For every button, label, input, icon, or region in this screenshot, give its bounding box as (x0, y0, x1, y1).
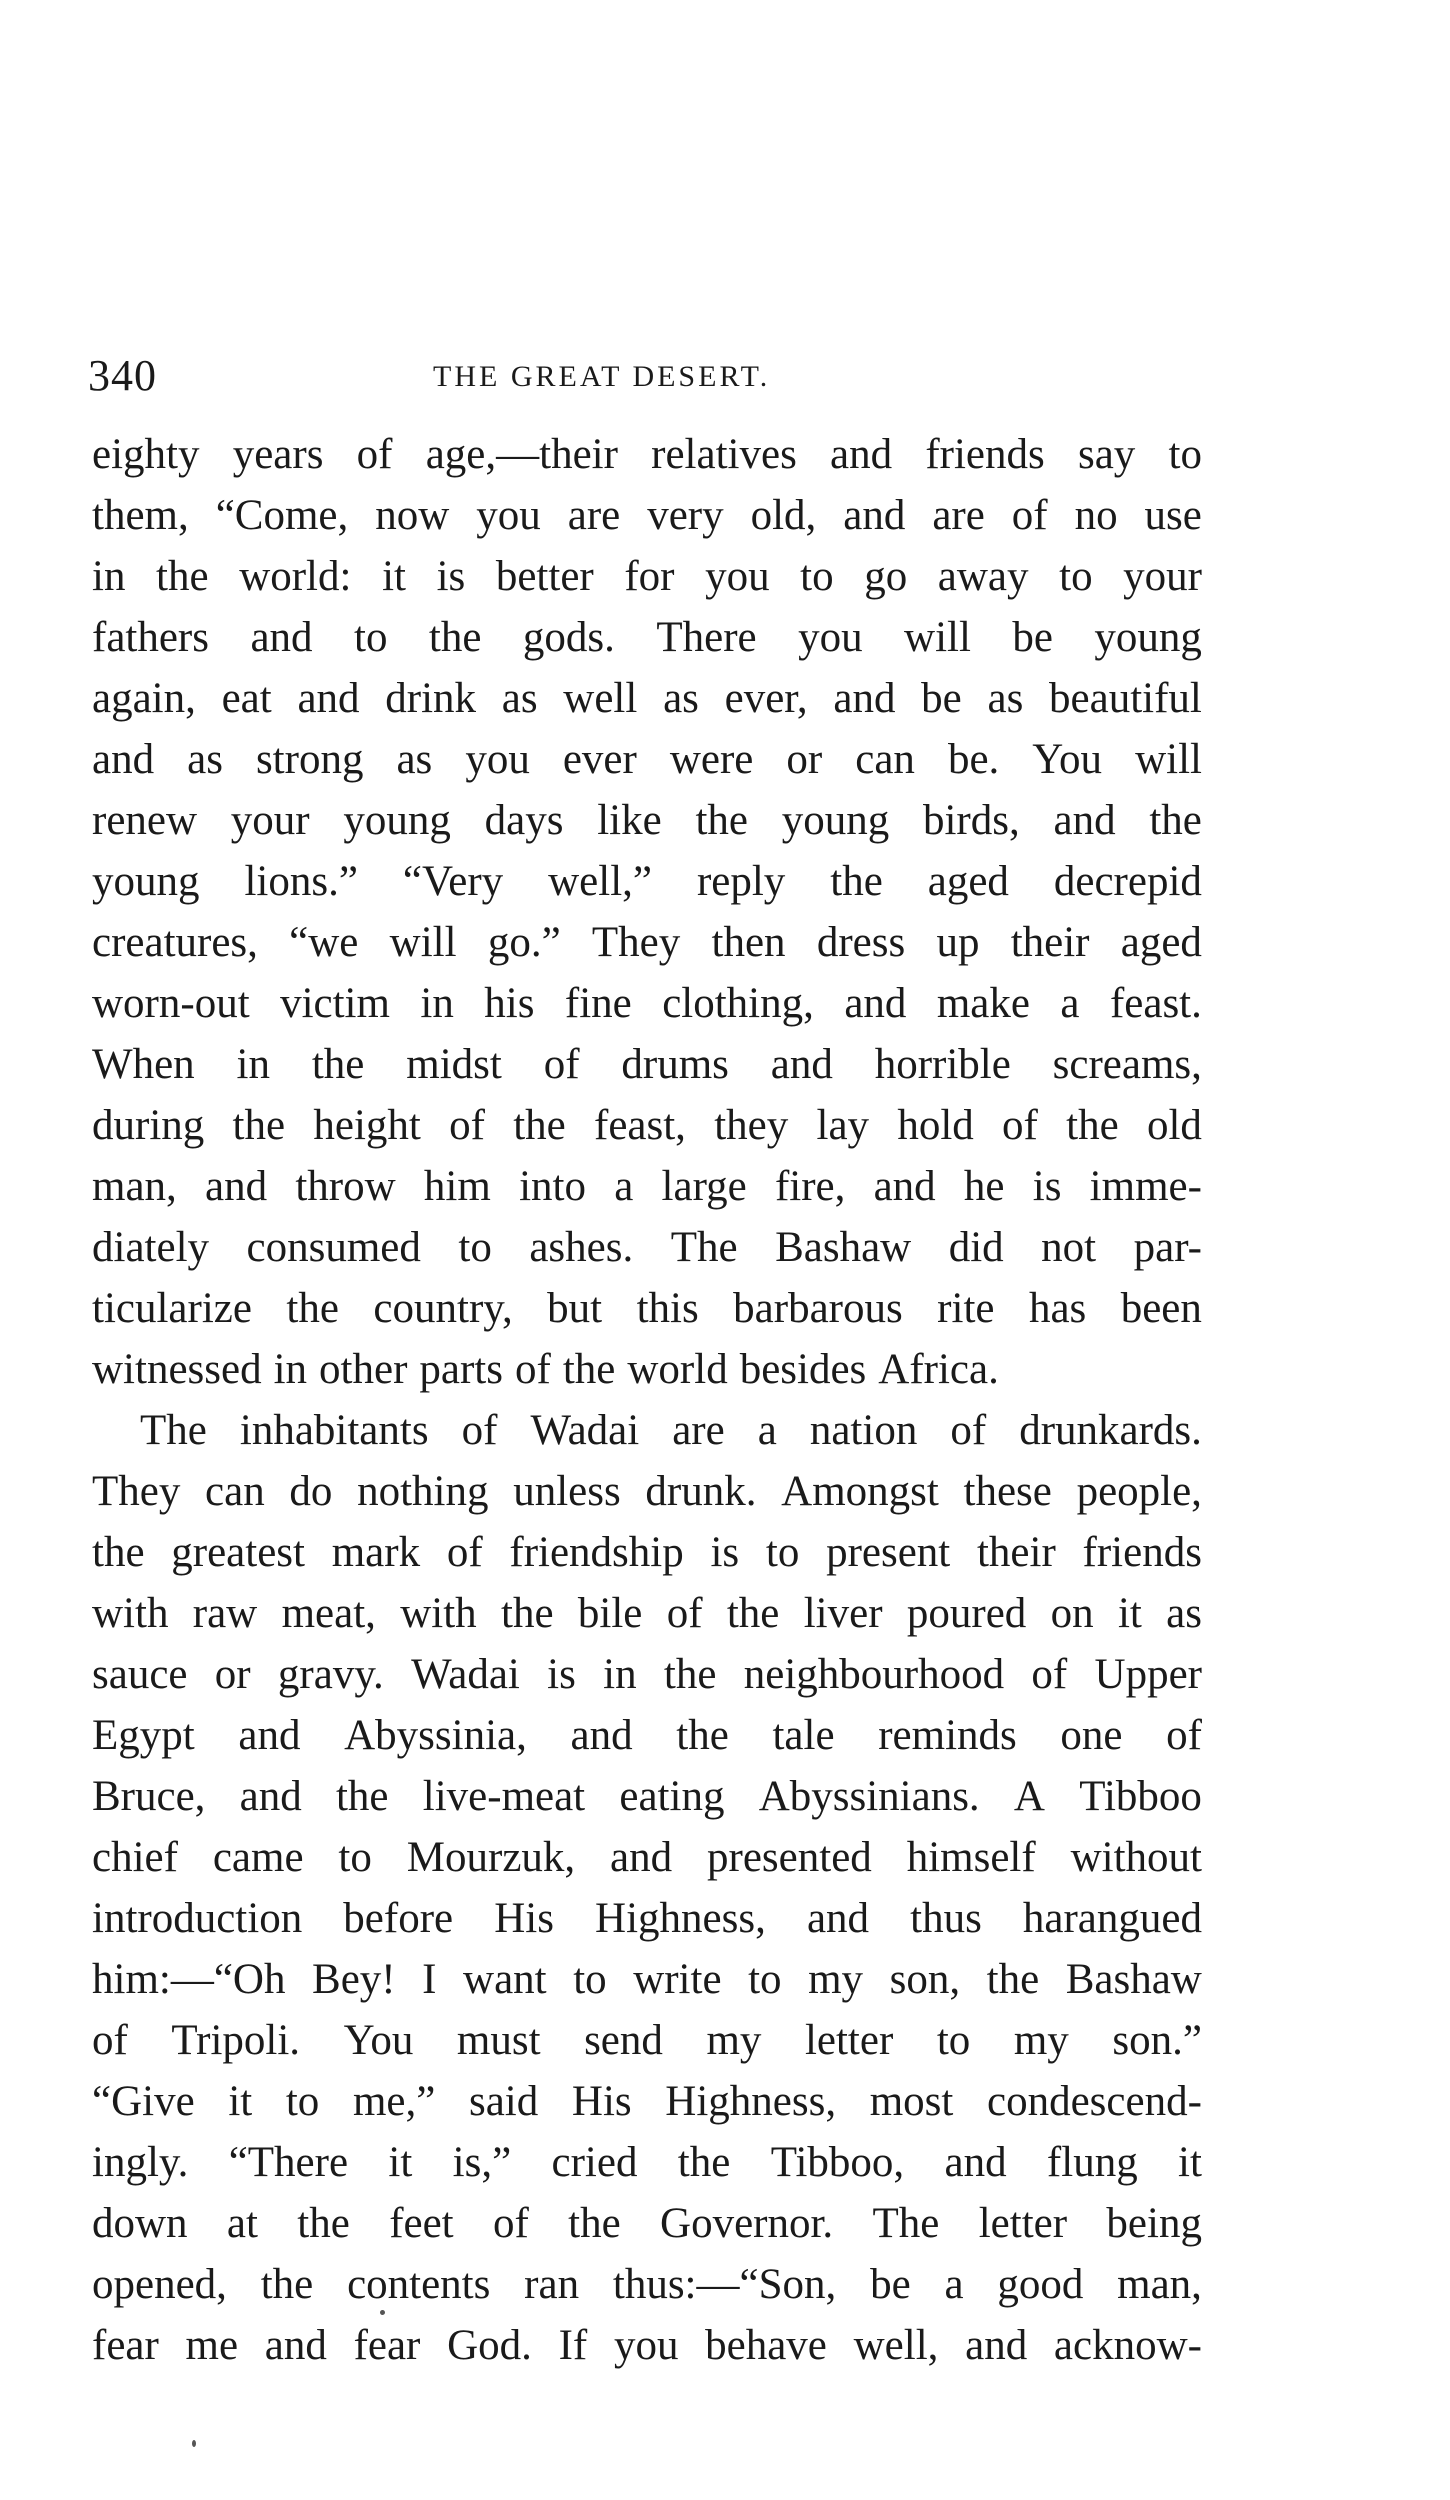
page-number: 340 (88, 351, 157, 400)
text-line: them, “Come, now you are very old, and are of no use (92, 492, 1202, 539)
text-line: eighty years of age,—their relatives and friends say to (92, 431, 1202, 478)
print-speck (380, 2310, 385, 2315)
text-line: Egypt and Abyssinia, and the tale reminds one of (92, 1712, 1202, 1759)
text-line: and as strong as you ever were or can be. You will (92, 736, 1202, 783)
paragraph-2 (92, 1400, 1202, 2376)
text-line: of Tripoli. You must send my letter to my son.” (92, 2017, 1202, 2064)
text-line: him:—“Oh Bey! I want to write to my son, the Bashaw (92, 1956, 1202, 2003)
text-line: creatures, “we will go.” They then dress up their aged (92, 919, 1202, 966)
text-line: sauce or gravy. Wadai is in the neighbourhood of Upper (92, 1651, 1202, 1698)
text-line: again, eat and drink as well as ever, and be as beautiful (92, 675, 1202, 722)
text-line: The inhabitants of Wadai are a nation of drunkards. (140, 1407, 1202, 1454)
text-line: down at the feet of the Governor. The letter being (92, 2200, 1202, 2247)
text-line: ticularize the country, but this barbarous rite has been (92, 1285, 1202, 1332)
text-line: in the world: it is better for you to go away to your (92, 553, 1202, 600)
text-line: “Give it to me,” said His Highness, most condescend- (92, 2078, 1202, 2125)
text-line: young lions.” “Very well,” reply the aged decrepid (92, 858, 1202, 905)
text-line: opened, the contents ran thus:—“Son, be a good man, (92, 2261, 1202, 2308)
text-line: during the height of the feast, they lay hold of the old (92, 1102, 1202, 1149)
page-header (88, 350, 1198, 410)
paragraph-1 (92, 424, 1202, 1400)
text-line: fathers and to the gods. There you will be young (92, 614, 1202, 661)
running-title: THE GREAT DESERT. (433, 360, 771, 393)
text-line: introduction before His Highness, and thus harangued (92, 1895, 1202, 1942)
text-line: When in the midst of drums and horrible screams, (92, 1041, 1202, 1088)
text-line: with raw meat, with the bile of the liver poured on it as (92, 1590, 1202, 1637)
text-line: renew your young days like the young birds, and the (92, 797, 1202, 844)
text-line: fear me and fear God. If you behave well, and acknow- (92, 2322, 1202, 2369)
text-line: ingly. “There it is,” cried the Tibboo, and flung it (92, 2139, 1202, 2186)
text-line: They can do nothing unless drunk. Amongst these people, (92, 1468, 1202, 1515)
text-line: worn-out victim in his fine clothing, and make a feast. (92, 980, 1202, 1027)
print-speck (192, 2440, 196, 2447)
text-line: man, and throw him into a large fire, and he is imme- (92, 1163, 1202, 1210)
text-line: Bruce, and the live-meat eating Abyssinians. A Tibboo (92, 1773, 1202, 1820)
text-line: diately consumed to ashes. The Bashaw did not par- (92, 1224, 1202, 1271)
body-text (92, 424, 1202, 2376)
text-line: the greatest mark of friendship is to present their friends (92, 1529, 1202, 1576)
text-line: chief came to Mourzuk, and presented himself without (92, 1834, 1202, 1881)
text-line: witnessed in other parts of the world besides Africa. (92, 1346, 999, 1393)
